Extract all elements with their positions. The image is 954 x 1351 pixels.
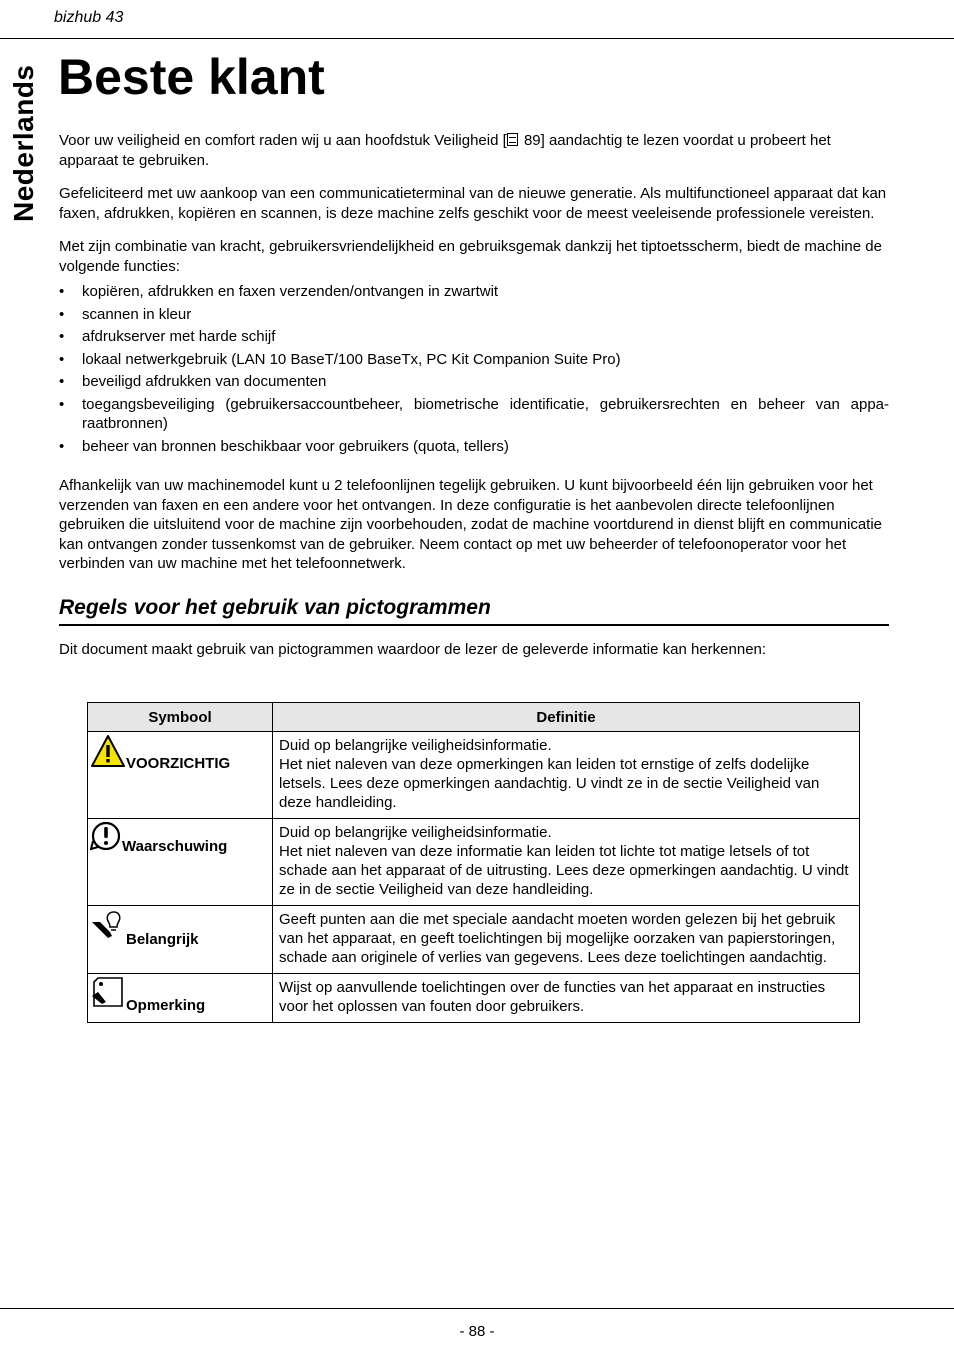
symbol-cell	[88, 906, 273, 974]
table-row	[88, 974, 860, 1023]
bullet-point: •	[59, 437, 65, 455]
section-heading: Regels voor het gebruik van pictogrammen	[59, 594, 889, 626]
list-item-text: beveiligd afdrukken van documenten	[82, 373, 327, 390]
list-item-text: kopiëren, afdrukken en faxen verzenden/ontvangen in zwartwit	[82, 283, 499, 300]
document-header-title: bizhub 43	[54, 9, 124, 26]
definition-cell: Wijst op aanvullende toelichtingen over de functies van het apparaat en instructies voor het oplossen van fouten door gebruikers.	[273, 974, 860, 1023]
symbol-wrap	[90, 976, 270, 1015]
table-row	[88, 906, 860, 974]
list-item	[59, 327, 889, 347]
intro-paragraph-1: Voor uw veiligheid en comfort raden wij u aan hoofdstuk Veiligheid [ 89] aandachtig te lezen voordat u probeert het apparaat te gebruiken.	[59, 132, 831, 169]
list-item-text: afdrukserver met harde schijf	[82, 328, 276, 345]
bullet-point: •	[59, 395, 65, 413]
exclamation-circle-icon	[90, 821, 122, 856]
symbol-wrap	[90, 821, 270, 856]
feature-list	[59, 282, 889, 456]
list-item	[59, 350, 889, 370]
definition-cell: Geeft punten aan die met speciale aandacht moeten worden gelezen bij het gebruik van het apparaat, en geeft toelichtingen bij mogelijke oorzaken van papierstoringen, schade aan originele of verlies van gegevens. Lees deze toelichtingen aandachtig.	[273, 906, 860, 974]
language-side-tab: Nederlands	[8, 64, 39, 222]
symbol-cell	[88, 974, 273, 1023]
list-item	[59, 305, 889, 325]
intro-paragraph-2: Gefeliciteerd met uw aankoop van een communicatieterminal van de nieuwe generatie. Als multifunctioneel apparaat dat kan faxen, afdrukken, kopiëren en scannen, is deze machine zelfs geschikt voor de meest veeleisende professionele vereisten.	[59, 185, 887, 222]
list-item-text: beheer van bronnen beschikbaar voor gebruikers (quota, tellers)	[82, 437, 509, 455]
definition-cell: Duid op belangrijke veiligheidsinformatie. Het niet naleven van deze informatie kan leiden tot lichte tot matige letsels of tot schade aan het apparaat of de uitrusting. Lees deze opmerkingen aandachtig. U vindt ze in de sectie Veiligheid van deze handleiding.	[273, 819, 860, 906]
symbol-label: Belangrijk	[126, 931, 199, 948]
intro-paragraph-3: Met zijn combinatie van kracht, gebruikersvriendelijkheid en gebruiksgemak dankzij het tiptoetsscherm, biedt de machine de volgende functies:	[59, 238, 882, 275]
pictogram-table	[87, 702, 860, 1023]
symbol-wrap	[90, 734, 270, 773]
list-item	[59, 372, 889, 392]
bullet-point: •	[59, 305, 65, 323]
definition-cell: Duid op belangrijke veiligheidsinformatie. Het niet naleven van deze opmerkingen kan leiden tot ernstige of zelfs dodelijke letsels. Lees deze opmerkingen aandachtig. U vindt ze in de sectie Veiligheid van deze handleiding.	[273, 732, 860, 819]
footer-rule	[0, 1308, 954, 1309]
warning-triangle-icon	[90, 734, 126, 773]
column-header-definition: Definitie	[273, 703, 860, 732]
list-item-text: toegangsbeveiliging (gebruikersaccountbeheer, biometrische identificatie, gebruikersrechten en beheer van appa-raatbronnen)	[82, 395, 889, 432]
bullet-point: •	[59, 328, 65, 345]
page-title: Beste klant	[58, 49, 325, 105]
symbol-label: Opmerking	[126, 997, 206, 1014]
table-row	[88, 732, 860, 819]
header-rule	[0, 38, 954, 39]
list-item	[59, 437, 889, 457]
symbol-cell	[88, 819, 273, 906]
page-number: - 88 -	[459, 1323, 495, 1340]
phone-lines-paragraph: Afhankelijk van uw machinemodel kunt u 2 telefoonlijnen tegelijk gebruiken. U kunt bijvoorbeeld één lijn gebruiken voor het verzenden van faxen en een andere voor het ontvangen. In deze configuratie is het aanbevolen directe telefoonlijnen gebruiken die uitsluitend voor de machine zijn voorbehouden, zodat de machine voortdurend in dienst blijft en communicatie kan ontvangen zonder tussenkomst van de gebruiker. Neem contact op met uw beheerder of telefoonoperator voor het verbinden van uw machine met het telefoonnetwerk.	[59, 477, 883, 572]
symbol-wrap	[90, 908, 270, 949]
page-reference-icon	[507, 133, 518, 146]
bullet-point: •	[59, 373, 65, 390]
list-item-text: lokaal netwerkgebruik (LAN 10 BaseT/100 BaseTx, PC Kit Companion Suite Pro)	[82, 350, 621, 368]
symbol-cell	[88, 732, 273, 819]
symbol-label: VOORZICHTIG	[126, 755, 231, 772]
symbol-label: Waarschuwing	[122, 838, 228, 855]
list-item	[59, 395, 889, 434]
column-header-symbol: Symbool	[88, 703, 273, 732]
hand-lightbulb-icon	[90, 908, 126, 949]
main-content	[59, 131, 889, 673]
table-row	[88, 819, 860, 906]
bullet-point: •	[59, 350, 65, 368]
bullet-point: •	[59, 283, 65, 300]
list-item	[59, 282, 889, 302]
list-item-text: scannen in kleur	[82, 305, 192, 323]
section-intro: Dit document maakt gebruik van pictogrammen waardoor de lezer de geleverde informatie kan herkennen:	[59, 640, 767, 658]
hand-note-icon	[90, 976, 126, 1015]
